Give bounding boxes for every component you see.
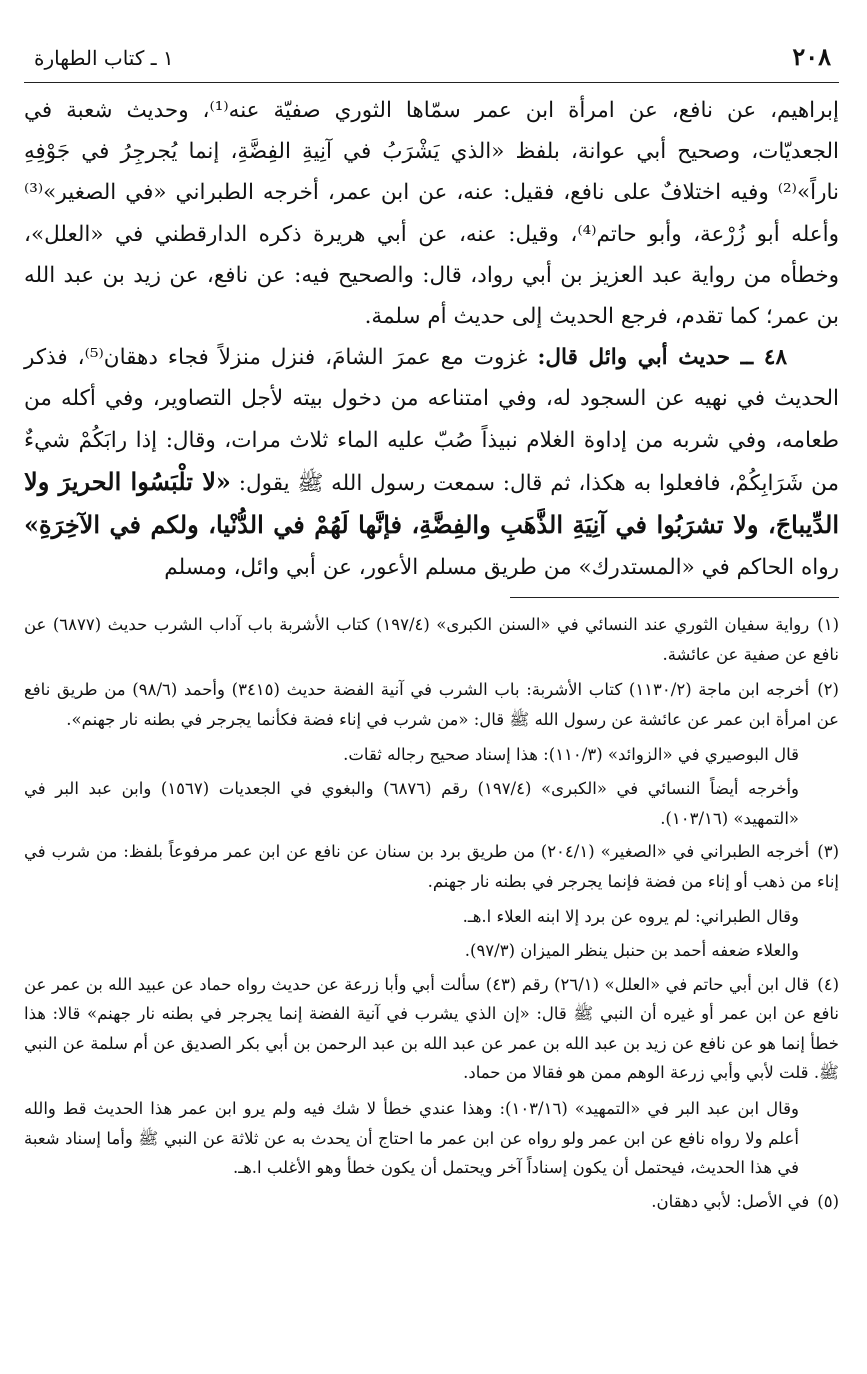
- footnote-continuation: والعلاء ضعفه أحمد بن حنبل ينظر الميزان (٩٧/٣).: [464, 940, 799, 960]
- paragraph-1: إبراهيم، عن نافع، عن امرأة ابن عمر سمّاها الثوري صفيّة عنه⁽¹⁾، وحديث شعبة في الجعديّات، وصحيح أبي عوانة، بلفظ «الذي يَشْرَبُ في آنِيةِ الفِضَّةِ، إنما يُجرجِرُ في جَوْفِهِ ناراً»⁽²⁾ وفيه اختلافٌ على نافع، فقيل: عنه، عن ابن عمر، أخرجه الطبراني «في الصغير»⁽³⁾ وأعله أبو زُرْعة، وأبو حاتم⁽⁴⁾، وقيل: عنه، عن أبي هريرة ذكره الدارقطني في «العلل»، وخطأه من رواية عبد العزيز بن أبي رواد، قال: والصحيح فيه: عن نافع، عن زيد بن عبد الله بن عمر؛ كما تقدم، فرجع الحديث إلى حديث أم سلمة.: [24, 98, 839, 330]
- footnote-number: (٢): [817, 680, 839, 700]
- footnote-number: (٤): [817, 974, 840, 994]
- footnote-continuation: قال البوصيري في «الزوائد» (١١٠/٣): هذا إسناد صحيح رجاله ثقات.: [343, 745, 799, 765]
- page-header: [24, 40, 839, 83]
- paragraph-2: [24, 337, 839, 588]
- footnote-divider: [510, 597, 839, 598]
- footnote-text: في الأصل: لأبي دهقان.: [651, 1191, 810, 1211]
- footnote-continuation: وأخرجه أيضاً النسائي في «الكبرى» (١٩٧/٤) رقم (٦٨٧٦) والبغوي في الجعديات (١٥٦٧) وابن عبد البر في «التمهيد» (١٠٣/١٦).: [24, 778, 799, 828]
- main-text: [24, 90, 839, 588]
- paragraph-2-text-b: رواه الحاكم في «المستدرك» من طريق مسلم الأعور، عن أبي وائل، ومسلم: [164, 555, 839, 581]
- footnote-continuation: وقال الطبراني: لم يروه عن برد إلا ابنه العلاء ا.هـ.: [462, 907, 799, 927]
- page-number: ٢٠٨: [792, 42, 831, 71]
- hadith-title: ٤٨ ــ حديث أبي وائل قال:: [537, 345, 787, 371]
- hadith-quote: «لا تلْبَسُوا الحريرَ ولا الدِّيباجَ، ولا تشرَبُوا في آنِيَةِ الذَّهَبِ والفِضَّةِ، فإنَّها لَهُمْ في الدُّنْيا، ولكم في الآخِرَةِ»: [24, 466, 839, 540]
- footnote-text: أخرجه ابن ماجة (١١٣٠/٢) كتاب الأشربة: باب الشرب في آنية الفضة حديث (٣٤١٥) وأحمد (٩٨/٦) من طريق نافع عن امرأة ابن عمر عن عائشة عن رسول الله ﷺ قال: «من شرب في إناء فضة فكأنما يجرجر في بطنه نار جهنم».: [24, 680, 839, 729]
- footnote-number: (١): [817, 615, 839, 634]
- footnote-continuation: وقال ابن عبد البر في «التمهيد» (١٠٣/١٦): وهذا عندي خطأ لا شك فيه ولم يرو ابن عمر هذا الحديث قط والله أعلم ولا رواه نافع عن ابن عمر ولو رواه عن ابن عمر ما احتاج أن يحدث به عن ثلاثة عن النبي ﷺ وأما إسناد شعبة في هذا الحديث، فيحتمل أن يكون إسناداً آخر ويحتمل أن يكون خطأ وهو الأغلب ا.هـ.: [24, 1098, 799, 1178]
- footnote: [24, 970, 839, 1088]
- footnote: [24, 675, 839, 734]
- footnotes: [24, 610, 839, 1222]
- footnote: [24, 1187, 839, 1217]
- footnote-number: (٣): [817, 842, 839, 862]
- paragraph-2-text-a: غزوت مع عمرَ الشامَ، فنزل منزلاً فجاء دهقان⁽⁵⁾، فذكر الحديث في نهيه عن السجود له، وفي امتناعه من دخول بيته لأجل التصاوير، وفي أكله من طعامه، وفي شربه من إداوة الغلام نبيذاً صُبّ عليه الماء ثلاث مرات، وقال: إذا رابَكُمْ شيءٌ من شَرَابِكُمْ، فافعلوا به هكذا، ثم قال: سمعت رسول الله ﷺ يقول:: [24, 345, 840, 496]
- footnote: [24, 837, 839, 896]
- footnote-number: (٥): [817, 1191, 839, 1211]
- footnote: [24, 610, 839, 669]
- footnote-text: أخرجه الطبراني في «الصغير» (٢٠٤/١) من طريق برد بن سنان عن نافع عن ابن عمر مرفوعاً بلفظ: من شرب في إناء من ذهب أو إناء من فضة فإنما يجرجر في بطنه نار جهنم.: [24, 842, 839, 891]
- footnote-text: قال ابن أبي حاتم في «العلل» (٢٦/١) رقم (٤٣) سألت أبي وأبا زرعة عن حديث رواه حماد عن عبيد الله بن عمر عن نافع عن ابن عمر أو غيره أن النبي ﷺ قال: «إن الذي يشرب في آنية الفضة إنما يجرجر في بطنه نار جهنم» قالا: هذا خطأ إنما هو عن نافع عن زيد بن عبد الله بن عمر عن عبد الله بن عبد الرحمن بن أبي بكر الصديق عن أم سلمة عن النبي ﷺ. قلت لأبي وأبي زرعة الوهم ممن هو فقالا من حماد.: [24, 974, 839, 1083]
- footnote-text: رواية سفيان الثوري عند النسائي في «السنن الكبرى» (١٩٧/٤) كتاب الأشربة باب آداب الشرب حديث (٦٨٧٧) عن نافع عن صفية عن عائشة.: [24, 615, 839, 664]
- chapter-title: ١ ـ كتاب الطهارة: [34, 46, 174, 70]
